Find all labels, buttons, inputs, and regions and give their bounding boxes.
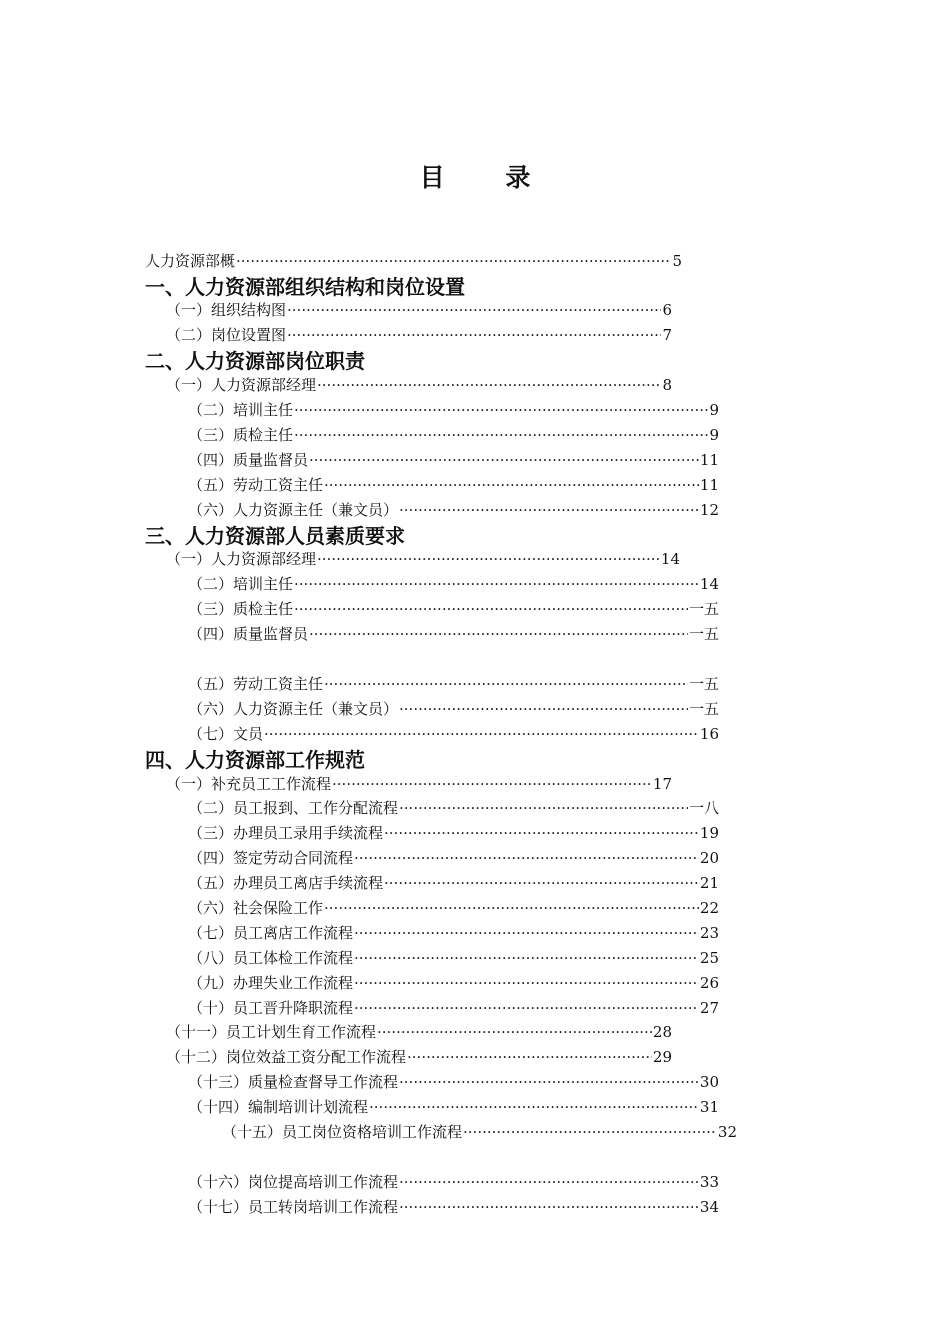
toc-entry-title: （二）员工报到、工作分配流程: [188, 799, 399, 817]
dot-leader: [384, 873, 699, 893]
toc-entry-title: （四）质量监督员: [188, 625, 309, 643]
toc-page-number: 8: [662, 376, 672, 394]
toc-page-number: 一五: [688, 625, 719, 643]
section-heading: 三、人力资源部人员素质要求: [145, 524, 405, 548]
toc-page-number: 9: [709, 426, 719, 444]
toc-entry[interactable]: [188, 1072, 719, 1092]
toc-entry[interactable]: [188, 400, 719, 420]
toc-entry[interactable]: [166, 549, 680, 569]
toc-entry-title: （一）人力资源部经理: [166, 550, 317, 568]
toc-page-number: 26: [699, 974, 719, 992]
toc-entry-title: （九）办理失业工作流程: [188, 974, 354, 992]
section-heading: 四、人力资源部工作规范: [145, 748, 365, 772]
toc-entry[interactable]: [188, 500, 719, 520]
toc-entry[interactable]: [188, 948, 719, 968]
dot-leader: [264, 724, 699, 744]
dot-leader: [407, 1047, 652, 1067]
toc-entry[interactable]: [188, 823, 719, 843]
toc-entry-title: （七）文员: [188, 725, 264, 743]
toc-page-number: 12: [699, 501, 719, 519]
toc-entry[interactable]: [188, 973, 719, 993]
dot-leader: [354, 848, 699, 868]
toc-entry-title: （二）岗位设置图: [166, 326, 287, 344]
toc-entry-title: （十七）员工转岗培训工作流程: [188, 1198, 399, 1216]
toc-entry[interactable]: [145, 251, 682, 271]
toc-entry[interactable]: [166, 1047, 672, 1067]
toc-entry[interactable]: [188, 798, 719, 818]
toc-entry[interactable]: [188, 574, 719, 594]
toc-entry[interactable]: [166, 325, 672, 345]
toc-entry[interactable]: [188, 599, 719, 619]
toc-entry[interactable]: [188, 898, 719, 918]
dot-leader: [354, 973, 699, 993]
dot-leader: [354, 998, 699, 1018]
toc-entry[interactable]: [222, 1122, 737, 1142]
toc-entry[interactable]: [166, 375, 672, 395]
toc-entry-title: （三）办理员工录用手续流程: [188, 824, 384, 842]
dot-leader: [236, 251, 671, 271]
dot-leader: [354, 923, 699, 943]
dot-leader: [324, 898, 699, 918]
toc-entry-title: （五）办理员工离店手续流程: [188, 874, 384, 892]
toc-entry-title: （三）质检主任: [188, 600, 294, 618]
dot-leader: [399, 1172, 699, 1192]
dot-leader: [369, 1097, 699, 1117]
toc-entry-title: （十）员工晋升降职流程: [188, 999, 354, 1017]
toc-page-number: 9: [709, 401, 719, 419]
toc-entry[interactable]: [188, 699, 719, 719]
toc-entry[interactable]: [188, 624, 719, 644]
toc-page-number: 14: [660, 550, 680, 568]
toc-entry-title: （十六）岗位提高培训工作流程: [188, 1173, 399, 1191]
toc-page-number: 7: [662, 326, 672, 344]
toc-page-number: 21: [699, 874, 719, 892]
toc-entry[interactable]: [166, 1022, 672, 1042]
toc-page-number: 一五: [688, 600, 719, 618]
toc-page-number: 6: [662, 301, 672, 319]
toc-entry[interactable]: [188, 1097, 719, 1117]
toc-page-number: 一五: [688, 675, 719, 693]
dot-leader: [399, 798, 688, 818]
dot-leader: [294, 400, 708, 420]
toc-entry-title: 人力资源部概: [145, 252, 236, 270]
toc-page-number: 16: [699, 725, 719, 743]
toc-page-number: 17: [652, 775, 672, 793]
toc-entry-title: （八）员工体检工作流程: [188, 949, 354, 967]
toc-entry[interactable]: [188, 1172, 719, 1192]
dot-leader: [294, 574, 699, 594]
toc-page-number: 34: [699, 1198, 719, 1216]
toc-entry-title: （五）劳动工资主任: [188, 675, 324, 693]
toc-page-number: 一五: [688, 700, 719, 718]
toc-entry-title: （二）培训主任: [188, 575, 294, 593]
toc-entry-title: （一）人力资源部经理: [166, 376, 317, 394]
toc-page-number: 5: [672, 252, 682, 270]
dot-leader: [399, 1197, 699, 1217]
dot-leader: [399, 1072, 699, 1092]
toc-entry-title: （十三）质量检查督导工作流程: [188, 1073, 399, 1091]
dot-leader: [309, 450, 699, 470]
page-title: 目 录: [419, 163, 557, 192]
dot-leader: [399, 699, 688, 719]
toc-entry-title: （一）补充员工工作流程: [166, 775, 332, 793]
toc-page-number: 14: [699, 575, 719, 593]
dot-leader: [399, 500, 699, 520]
toc-entry[interactable]: [188, 923, 719, 943]
toc-page-number: 20: [699, 849, 719, 867]
toc-entry[interactable]: [166, 774, 672, 794]
toc-page-number: 31: [699, 1098, 719, 1116]
dot-leader: [294, 425, 708, 445]
toc-page-number: 一八: [688, 799, 719, 817]
dot-leader: [287, 300, 661, 320]
toc-page-number: 30: [699, 1073, 719, 1091]
dot-leader: [309, 624, 688, 644]
toc-entry[interactable]: [188, 1197, 719, 1217]
toc-entry-title: （四）签定劳动合同流程: [188, 849, 354, 867]
toc-entry[interactable]: [188, 998, 719, 1018]
toc-entry-title: （六）人力资源主任（兼文员）: [188, 700, 399, 718]
toc-entry[interactable]: [188, 724, 719, 744]
toc-page-number: 27: [699, 999, 719, 1017]
toc-entry-title: （十四）编制培训计划流程: [188, 1098, 369, 1116]
toc-entry-title: （五）劳动工资主任: [188, 476, 324, 494]
toc-page-number: 11: [699, 476, 719, 494]
toc-page-number: 33: [699, 1173, 719, 1191]
toc-page-number: 29: [652, 1048, 672, 1066]
dot-leader: [317, 549, 660, 569]
toc-page-number: 28: [652, 1023, 672, 1041]
toc-entry-title: （三）质检主任: [188, 426, 294, 444]
toc-page-number: 32: [717, 1123, 737, 1141]
toc-entry-title: （十一）员工计划生育工作流程: [166, 1023, 377, 1041]
toc-entry-title: （二）培训主任: [188, 401, 294, 419]
toc-entry[interactable]: [166, 300, 672, 320]
dot-leader: [324, 674, 688, 694]
toc-entry[interactable]: [188, 848, 719, 868]
toc-entry-title: （四）质量监督员: [188, 451, 309, 469]
toc-entry-title: （七）员工离店工作流程: [188, 924, 354, 942]
dot-leader: [463, 1122, 717, 1142]
toc-entry[interactable]: [188, 450, 719, 470]
toc-entry-title: （十五）员工岗位资格培训工作流程: [222, 1123, 463, 1141]
section-heading: 一、人力资源部组织结构和岗位设置: [145, 275, 465, 299]
toc-page-number: 11: [699, 451, 719, 469]
toc-entry-title: （十二）岗位效益工资分配工作流程: [166, 1048, 407, 1066]
toc-entry[interactable]: [188, 425, 719, 445]
section-heading: 二、人力资源部岗位职责: [145, 349, 365, 373]
toc-page-number: 22: [699, 899, 719, 917]
toc-page-number: 23: [699, 924, 719, 942]
dot-leader: [317, 375, 661, 395]
dot-leader: [287, 325, 661, 345]
dot-leader: [324, 475, 699, 495]
toc-entry-title: （六）人力资源主任（兼文员）: [188, 501, 399, 519]
dot-leader: [294, 599, 688, 619]
toc-entry[interactable]: [188, 674, 719, 694]
toc-entry[interactable]: [188, 873, 719, 893]
toc-entry-title: （六）社会保险工作: [188, 899, 324, 917]
toc-page-number: 25: [699, 949, 719, 967]
dot-leader: [377, 1022, 652, 1042]
toc-page-number: 19: [699, 824, 719, 842]
dot-leader: [384, 823, 699, 843]
toc-entry-title: （一）组织结构图: [166, 301, 287, 319]
dot-leader: [332, 774, 652, 794]
dot-leader: [354, 948, 699, 968]
toc-entry[interactable]: [188, 475, 719, 495]
